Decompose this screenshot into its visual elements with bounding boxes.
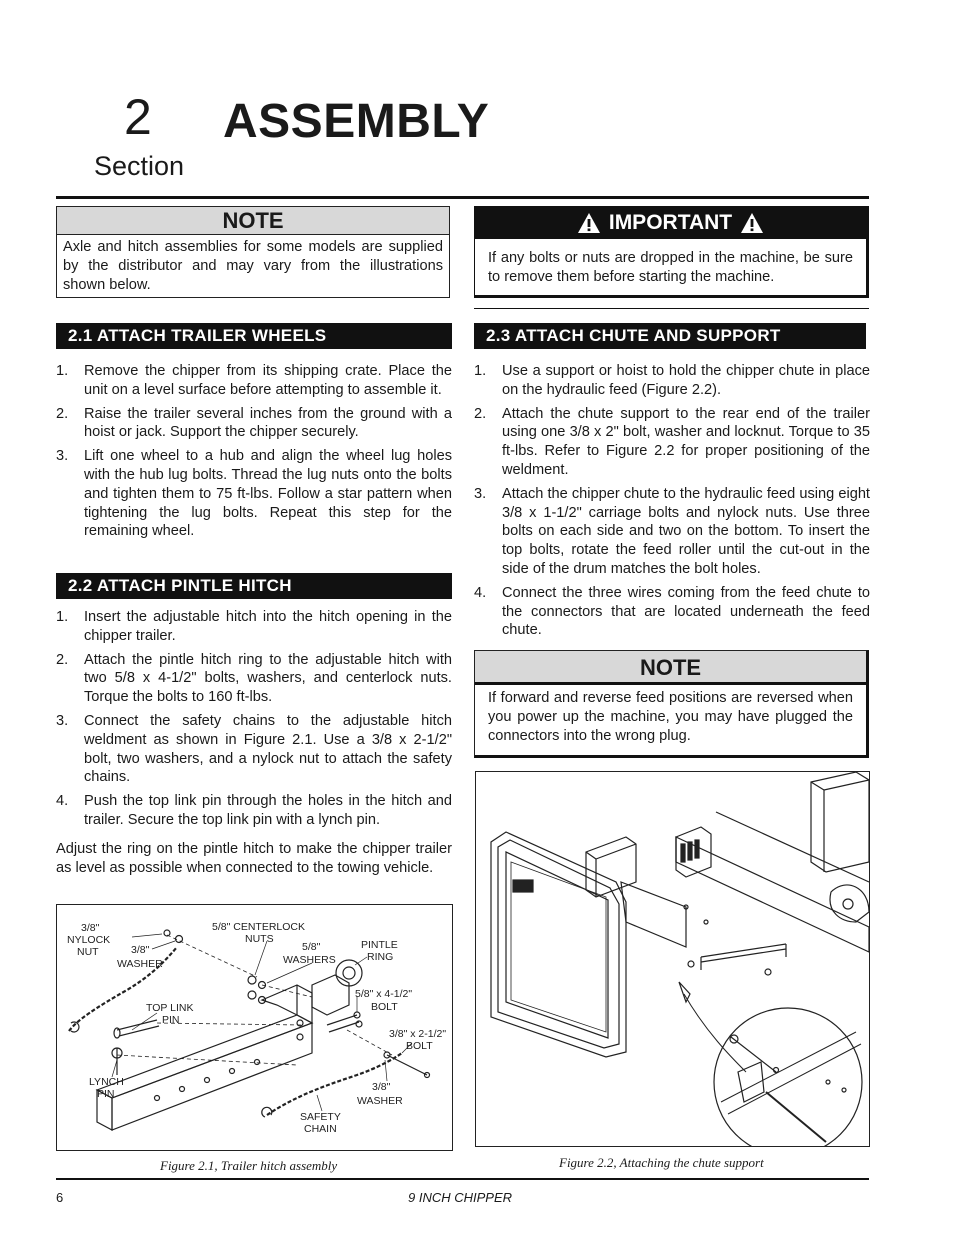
label-safety-chain: CHAIN [304, 1123, 337, 1135]
list-2-2 [56, 608, 452, 835]
note-text: If forward and reverse feed positions are reversed when you power up the machine, you may have plugged the connectors into the wrong plug. [488, 690, 853, 744]
list-item: 1. Remove the chipper from its shipping crate. Place the unit on a level surface before attempting to assemble it. [56, 363, 452, 398]
list-item: 4. Push the top link pin through the holes in the hitch and trailer. Secure the top link pin with a lynch pin. [56, 793, 452, 828]
list-item: 2. Attach the chute support to the rear end of the trailer using one 3/8 x 2" bolt, washer and locknut. Torque to 35 ft-lbs. Refer to Figure 2.2 for proper positioning of the weldment. [474, 405, 870, 478]
note-heading: NOTE [57, 207, 449, 235]
label-nylock: 3/8" [81, 922, 100, 934]
page-number: 6 [56, 1190, 64, 1205]
figure-chute-support [475, 771, 870, 1147]
header-rule [56, 196, 869, 199]
list-item: 1. Use a support or hoist to hold the chipper chute in place on the hydraulic feed (Figure 2.2). [474, 363, 870, 398]
section-label: Section [94, 151, 185, 181]
list-item: 4. Connect the three wires coming from the feed chute to the connectors that are located underneath the feed chute. [474, 584, 870, 639]
figure-caption-2-2: Figure 2.2, Attaching the chute support [559, 1155, 764, 1170]
list-2-1 [56, 362, 452, 546]
label-washers-58: WASHERS [283, 954, 336, 966]
note-box-bottom [474, 650, 869, 758]
section-number: 2 [124, 89, 152, 145]
section-heading-2-3: 2.3 ATTACH CHUTE AND SUPPORT [474, 323, 866, 349]
label-nylock: NYLOCK [67, 934, 111, 946]
label-bolt-58: 5/8" x 4-1/2" [355, 988, 413, 1000]
label-pintle: RING [367, 951, 394, 963]
label-lynch-pin: LYNCH [89, 1076, 124, 1088]
section-heading-2-2: 2.2 ATTACH PINTLE HITCH [56, 573, 452, 599]
important-box [474, 206, 869, 298]
label-centerlock: 5/8" CENTERLOCK [212, 921, 306, 933]
chute-illustration [476, 772, 869, 1146]
page-title: ASSEMBLY [223, 95, 490, 148]
figure-caption-2-1: Figure 2.1, Trailer hitch assembly [160, 1158, 338, 1173]
list-item: 2. Attach the pintle hitch ring to the adjustable hitch with two 5/8 x 4-1/2" bolts, washers, and centerlock nuts. Torque the bolts to 160 ft-lbs. [56, 651, 452, 706]
label-nylock: NUT [77, 946, 99, 958]
label-bolt-58: BOLT [371, 1001, 398, 1013]
list-2-3 [474, 362, 870, 645]
label-top-link-pin: PIN [162, 1014, 180, 1026]
adjust-paragraph: Adjust the ring on the pintle hitch to make the chipper trailer as level as possible when connected to the towing vehicle. [56, 841, 452, 876]
important-heading: IMPORTANT [608, 211, 733, 234]
label-centerlock: NUTS [245, 933, 274, 945]
list-item: 2. Raise the trailer several inches from the ground with a hoist or jack. Support the chipper securely. [56, 405, 452, 441]
section-heading-2-1: 2.1 ATTACH TRAILER WHEELS [56, 323, 452, 349]
label-top-link-pin: TOP LINK [146, 1002, 194, 1014]
column-rule [474, 308, 869, 309]
label-washer-38b: WASHER [357, 1095, 403, 1107]
label-washer-38: 3/8" [131, 944, 150, 956]
label-washers-58: 5/8" [302, 941, 321, 953]
label-bolt-38: BOLT [406, 1040, 433, 1052]
list-item: 3. Connect the safety chains to the adjustable hitch weldment as shown in Figure 2.1. Use a 3/8 x 2-1/2" bolt, two washers, and a nylock nut to attach the safety chains. [56, 712, 452, 786]
warning-icon [740, 212, 764, 234]
figure-trailer-hitch [56, 904, 453, 1151]
list-item: 3. Lift one wheel to a hub and align the wheel lug holes with the hub lug bolts. Thread the lug nuts onto the bolts and tighten them to 75 ft-lbs. Follow a star pattern when tightening the lug bolts. Repeat this step for the remaining wheel. [56, 448, 452, 540]
footer-title: 9 INCH CHIPPER [408, 1190, 513, 1205]
label-washer-38: WASHER [117, 958, 163, 970]
label-lynch-pin: PIN [97, 1088, 115, 1100]
warning-icon [577, 212, 601, 234]
important-text: If any bolts or nuts are dropped in the machine, be sure to remove them before starting the machine. [488, 250, 853, 285]
important-header [475, 207, 866, 239]
hitch-illustration [57, 905, 452, 1150]
label-pintle: PINTLE [361, 939, 398, 951]
label-washer-38b: 3/8" [372, 1081, 391, 1093]
footer-rule [56, 1178, 869, 1180]
list-item: 3. Attach the chipper chute to the hydraulic feed using eight 3/8 x 1-1/2" carriage bolts and nylock nuts. Use three bolts on each side and two on the bottom. To insert the top bolts, rotate the feed roller until the cut-out in the side of the drum matches the bolt holes. [474, 485, 870, 577]
label-safety-chain: SAFETY [300, 1111, 341, 1123]
label-bolt-38: 3/8" x 2-1/2" [389, 1028, 447, 1040]
note-heading: NOTE [475, 651, 866, 685]
note-box-top [56, 206, 450, 298]
note-text: Axle and hitch assemblies for some models are supplied by the distributor and may vary from the illustrations shown below. [63, 239, 443, 293]
list-item: 1. Insert the adjustable hitch into the hitch opening in the chipper trailer. [56, 609, 452, 644]
